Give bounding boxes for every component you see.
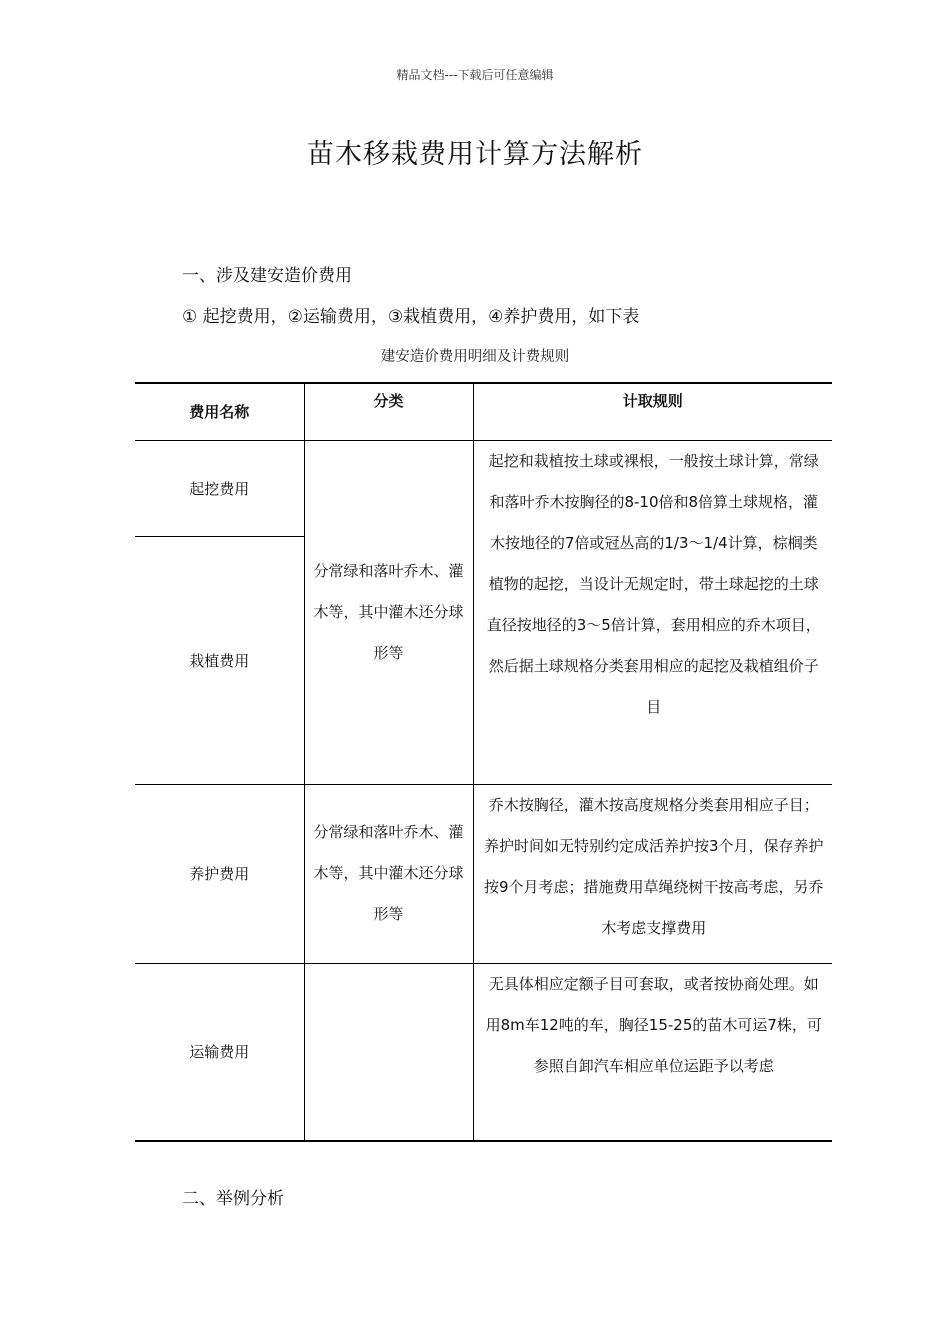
category-cell [304, 963, 473, 1141]
rule-cell: 起挖和栽植按土球或裸根，一般按土球计算，常绿和落叶乔木按胸径的8-10倍和8倍算土球规格，灌木按地径的7倍或冠丛高的1/3～1/4计算，棕榈类植物的起挖，当设计无规定时，带土球起挖的土球直径按地径的3～5倍计算，套用相应的乔木项目，然后据土球规格分类套用相应的起挖及栽植组价子目 [473, 440, 832, 784]
table-row [135, 784, 832, 963]
category-cell: 分常绿和落叶乔木、灌木等，其中灌木还分球形等 [304, 440, 473, 784]
rule-cell: 乔木按胸径，灌木按高度规格分类套用相应子目；养护时间如无特别约定成活养护按3个月，保存养护按9个月考虑；措施费用草绳绕树干按高考虑，另乔木考虑支撑费用 [473, 784, 832, 963]
section-heading-1: 一、涉及建安造价费用 [182, 266, 352, 286]
section-intro: ① 起挖费用，②运输费用，③栽植费用，④养护费用，如下表 [182, 307, 640, 327]
table-row [135, 963, 832, 1141]
header-fee-name: 费用名称 [135, 383, 304, 440]
fee-name-cell: 栽植费用 [135, 536, 304, 784]
category-cell: 分常绿和落叶乔木、灌木等，其中灌木还分球形等 [304, 784, 473, 963]
section-heading-2: 二、举例分析 [182, 1189, 284, 1209]
table-caption: 建安造价费用明细及计费规则 [380, 349, 570, 365]
header-category: 分类 [304, 383, 473, 440]
fee-rules-table [135, 382, 832, 1142]
document-title: 苗木移栽费用计算方法解析 [307, 139, 643, 170]
fee-name-cell: 起挖费用 [135, 440, 304, 536]
fee-name-cell: 运输费用 [135, 963, 304, 1141]
header-note: 精品文档---下载后可任意编辑 [396, 68, 554, 82]
header-rule: 计取规则 [473, 383, 832, 440]
fee-name-cell: 养护费用 [135, 784, 304, 963]
rule-cell: 无具体相应定额子目可套取，或者按协商处理。如用8m车12吨的车，胸径15-25的苗木可运7株，可参照自卸汽车相应单位运距予以考虑 [473, 963, 832, 1141]
table-header-row [135, 383, 832, 440]
table-row [135, 440, 832, 536]
